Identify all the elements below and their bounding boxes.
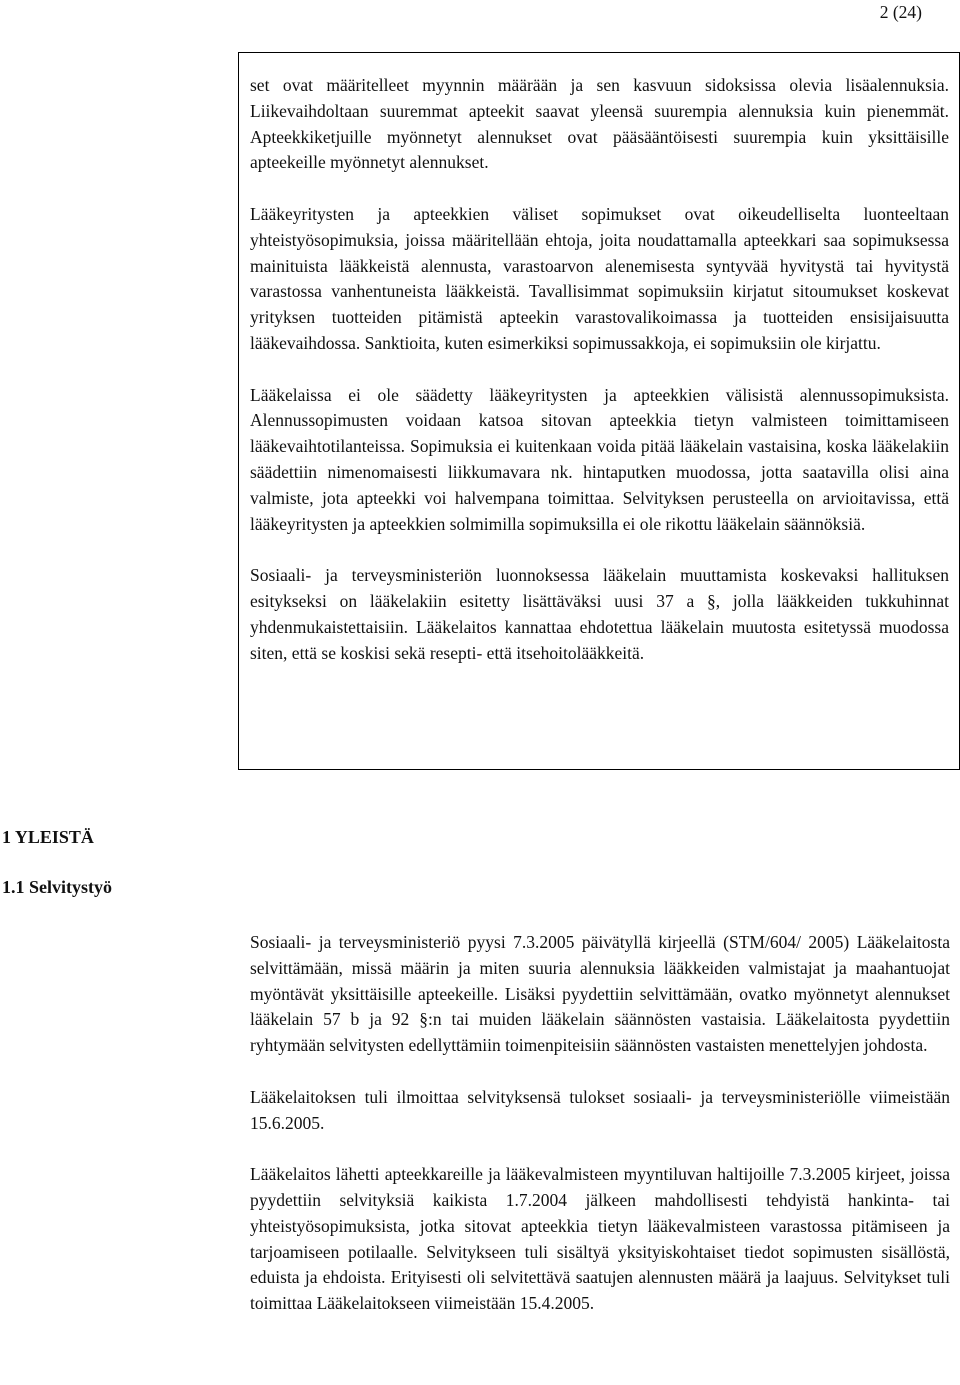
summary-paragraph-alennukset: set ovat määritelleet myynnin määrään ja sen kasvuun sidoksissa olevia lisäalennuksia. Liikevaihdoltaan suuremmat apteekit saavat yleensä suurempia alennuksia kuin pienemmät. Apteekkiketjuille myönnetyt alennukset ovat pääsääntöisesti suurempia kuin yksittäisille apteekeille myönnetyt alennukset. [250,75,949,173]
summary-paragraph-sopimukset: Lääkeyritysten ja apteekkien väliset sopimukset ovat oikeudelliselta luonteeltaan yhteistyösopimuksia, joissa määritellään ehtoja, joita noudattamalla apteekkari saa sopimuksessa mainituista lääkkeistä alennusta, varastoarvon alenemisesta syntyvää hyvitystä tai hyvitystä varastossa vanhentuneista lääkkeistä. Tavallisimmat sopimuksiin kirjatut sitoumukset koskevat yrityksen tuotteiden pitämistä apteekin varastovalikoimassa ja tuotteiden ensisijaisuutta lääkevaihdossa. Sanktioita, kuten esimerkiksi sopimussakkoja, ei sopimuksiin ole kirjattu. [250,203,949,353]
section-body [250,930,950,1343]
section-heading: 1 YLEISTÄ [2,827,94,847]
summary-paragraph-luonnos: Sosiaali- ja terveysministeriön luonnoksessa lääkelain muuttamista koskevaksi hallituksen esitykseksi on lääkelakiin esitetty lisättäväksi uusi 37 a §, jolla lääkkeiden tukkuhinnat yhdenmukaistettaisiin. Lääkelaitos kannattaa ehdotettua lääkelain muutosta esitetyssä muodossa siten, että se koskisi sekä resepti- että itsehoitolääkkeitä. [250,565,949,663]
body-paragraph-pyynto: Sosiaali- ja terveysministeriö pyysi 7.3.2005 päivätyllä kirjeellä (STM/604/ 2005) Lääkelaitosta selvittämään, missä määrin ja miten suuria alennuksia lääkkeiden valmistajat ja maahantuojat myöntävät yksittäisille apteekeille. Lisäksi pyydettiin selvittämään, ovatko myönnetyt alennukset lääkelain 57 b ja 92 §:n tai muiden lääkelain säännösten vastaisia. Lääkelaitosta pyydettiin ryhtymään selvitysten edellyttämiin toimenpiteisiin säännösten vastaisten menettelyjen johdosta. [250,932,950,1056]
page-number: 2 (24) [879,2,922,22]
body-paragraph-kirjeet: Lääkelaitos lähetti apteekkareille ja lääkevalmisteen myyntiluvan haltijoille 7.3.2005 kirjeet, joissa pyydettiin selvityksiä kaikista 1.7.2004 jälkeen mahdollisesti tehdyistä hankinta- tai yhteistyösopimuksista, jotka sitovat apteekkia tietyn lääkevalmisteen varastossa pitämiseen ja tarjoamiseen potilaalle. Selvitykseen tuli sisältyä yksityiskohtaiset tiedot sopimusten sisällöstä, eduista ja ehdoista. Erityisesti oli selvitettävä saatujen alennusten määrä ja laajuus. Selvitykset tuli toimittaa Lääkelaitokseen viimeistään 15.4.2005. [250,1164,950,1314]
body-paragraph-maaraaika: Lääkelaitoksen tuli ilmoittaa selvityksensä tulokset sosiaali- ja terveysministeriölle viimeistään 15.6.2005. [250,1086,950,1133]
section-subheading: 1.1 Selvitystyö [2,877,112,897]
summary-box [238,52,960,770]
summary-paragraph-laaekelaki: Lääkelaissa ei ole säädetty lääkeyritysten ja apteekkien välisistä alennussopimuksista. Alennussopimusten voidaan katsoa sitovan apteekkia tietyn valmisteen toimittamiseen lääkevaihtotilanteissa. Sopimuksia ei kuitenkaan voida pitää lääkelain vastaisina, koska lääkelakiin säädettiin nimenomaisesti liikkumavara nk. hintaputken muodossa, jotta saatavilla olisi aina valmiste, jota apteekki voi halvempana toimittaa. Selvityksen perusteella on arvioitavissa, että lääkeyritysten ja apteekkien solmimilla sopimuksilla ei ole rikottu lääkelain säännöksiä. [250,384,949,534]
